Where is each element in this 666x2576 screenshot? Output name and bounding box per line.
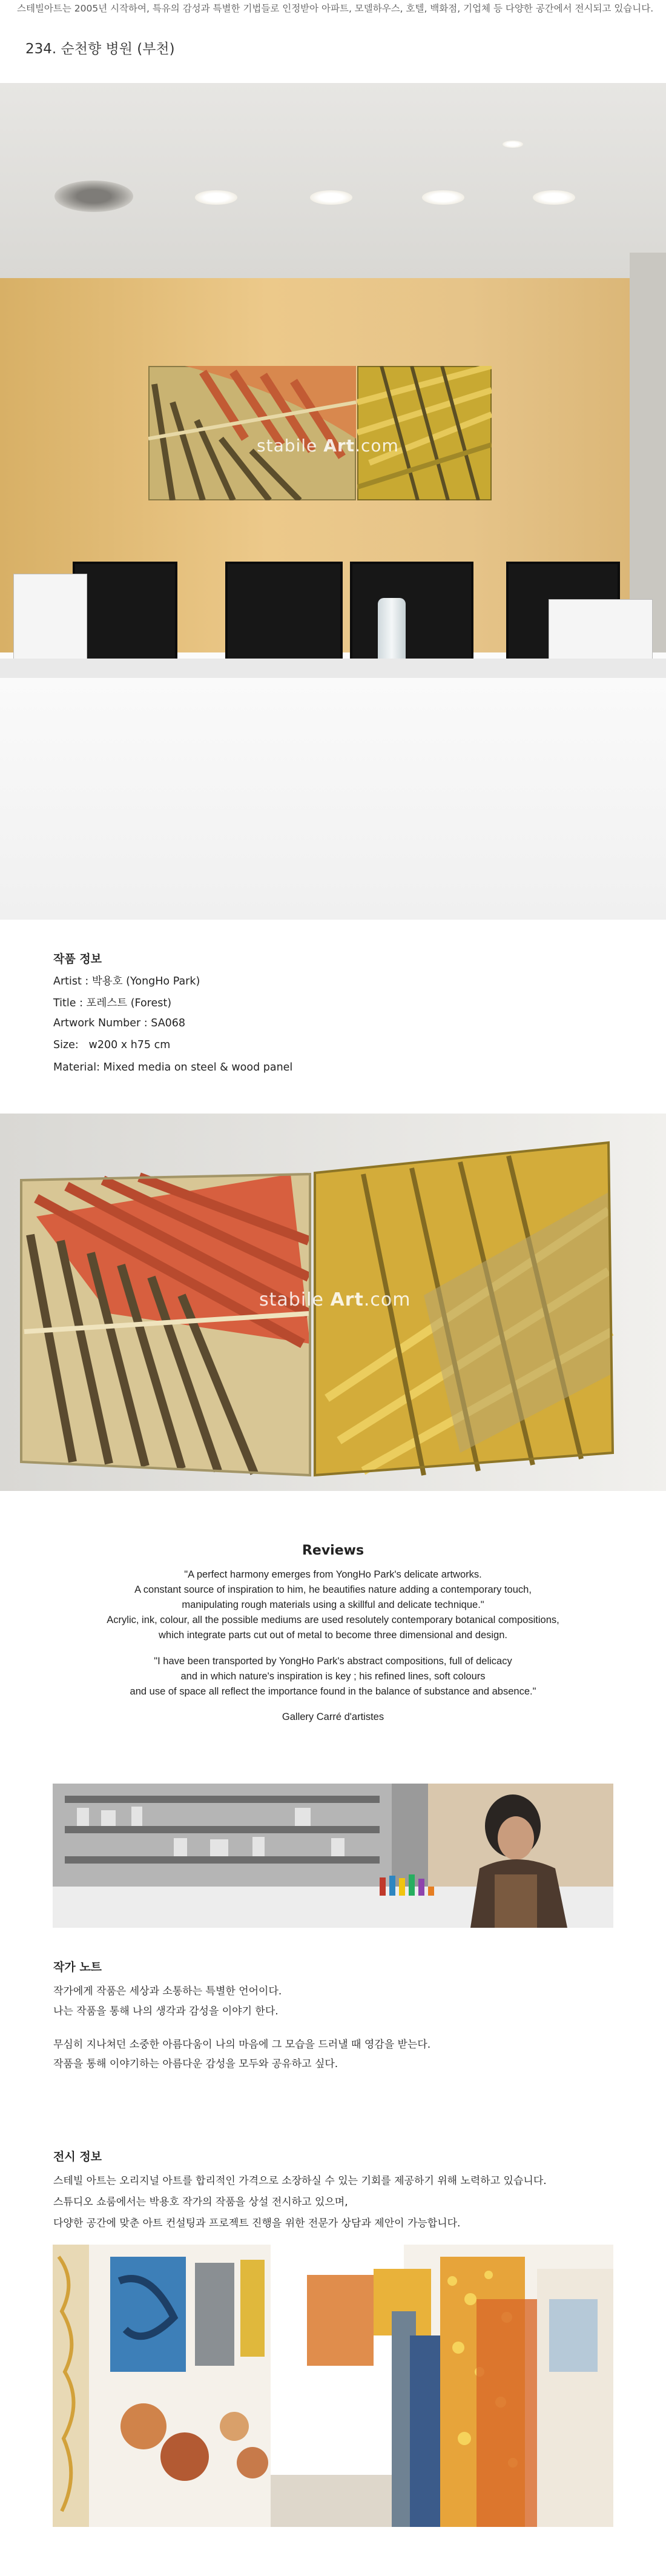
artwork-material: Material: Mixed media on steel & wood panel [53,1061,293,1074]
artwork-right-panel [357,366,492,500]
ceiling-light [195,190,237,205]
exhibition-info-line: 스튜디오 쇼룸에서는 박용호 작가의 작품을 상설 전시하고 있으며, [53,2196,348,2208]
showroom-image [53,2245,613,2527]
showroom-photo [53,2245,613,2527]
review-source: Gallery Carré d'artistes [282,1711,384,1722]
counter-top [0,659,666,678]
info-sign [549,599,653,667]
review-line: and in which nature's inspiration is key ; his refined lines, soft colours [180,1671,486,1682]
computer-monitor [350,562,473,669]
review-line: Acrylic, ink, colour, all the possible mediums are used resolutely contemporary botanical compositions, [107,1615,559,1625]
review-line: A constant source of inspiration to him, he beautifies nature adding a contemporary touch, [134,1584,532,1595]
artwork-detail-photo [0,1114,666,1491]
artist-note-line: 작가에게 작품은 세상과 소통하는 특별한 언어이다. [53,1985,282,1997]
exhibition-info-line: 스테빌 아트는 오리지널 아트를 합리적인 가격으로 소장하실 수 있는 기회를 제공하기 위해 노력하고 있습니다. [53,2175,547,2187]
artwork-number: Artwork Number : SA068 [53,1017,186,1029]
ceiling-vent [54,181,133,212]
artwork-title: Title : 포레스트 (Forest) [53,997,172,1009]
exhibition-info-line: 다양한 공간에 맞춘 아트 컨설팅과 프로젝트 진행을 위한 전문가 상담과 제안이 가능합니다. [53,2217,461,2229]
installation-photo [0,83,666,920]
artist-note-heading: 작가 노트 [53,1960,102,1974]
watermark-prefix: stabile [259,1289,331,1310]
review-line: and use of space all reflect the importance found in the balance of substance and absence." [130,1686,536,1697]
watermark-suffix: .com [355,436,399,456]
sanitizer-bottle [378,598,406,666]
artwork-left-panel [148,366,356,500]
wall-column [630,253,666,659]
ceiling-light [310,190,352,205]
computer-monitor [225,562,343,669]
info-sign [13,574,87,666]
intro-text: 스테빌아트는 2005년 시작하여, 특유의 감성과 특별한 기법들로 인정받아 아파트, 모델하우스, 호텔, 백화점, 기업체 등 다양한 공간에서 전시되고 있습니다. [17,3,654,14]
watermark [259,1289,410,1310]
artist-note-line: 나는 작품을 통해 나의 생각과 감성을 이야기 한다. [53,2005,279,2017]
review-line: "I have been transported by YongHo Park's abstract compositions, full of delicacy [154,1656,512,1667]
watermark-prefix: stabile [257,436,324,456]
reception-counter [0,652,666,920]
artwork-info-heading: 작품 정보 [53,952,102,966]
computer-monitor [73,562,177,669]
review-line: manipulating rough materials using a skillful and delicate technique." [182,1599,484,1610]
watermark-bold: Art [323,436,355,456]
reviews-heading: Reviews [302,1543,364,1558]
artwork-artist: Artist : 박용호 (YongHo Park) [53,975,200,988]
artist-photo [53,1784,613,1928]
artist-image [53,1784,613,1928]
ceiling-light [503,141,523,148]
watermark [257,436,399,456]
exhibition-info-heading: 전시 정보 [53,2150,102,2163]
artwork-size: Size: w200 x h75 cm [53,1039,171,1051]
artist-note-line: 무심히 지나쳐던 소중한 아름다움이 나의 마음에 그 모습을 드러낼 때 영감을 받는다. [53,2039,431,2051]
review-line: which integrate parts cut out of metal to become three dimensional and design. [158,1630,507,1641]
watermark-suffix: .com [363,1289,411,1310]
review-line: "A perfect harmony emerges from YongHo Park's delicate artworks. [184,1569,482,1580]
ceiling-light [533,190,575,205]
page-title: 234. 순천향 병원 (부천) [25,41,175,57]
watermark-bold: Art [330,1289,364,1310]
ceiling-light [422,190,464,205]
artist-note-line: 작품을 통해 이야기하는 아름다운 감성을 모두와 공유하고 싶다. [53,2058,338,2070]
